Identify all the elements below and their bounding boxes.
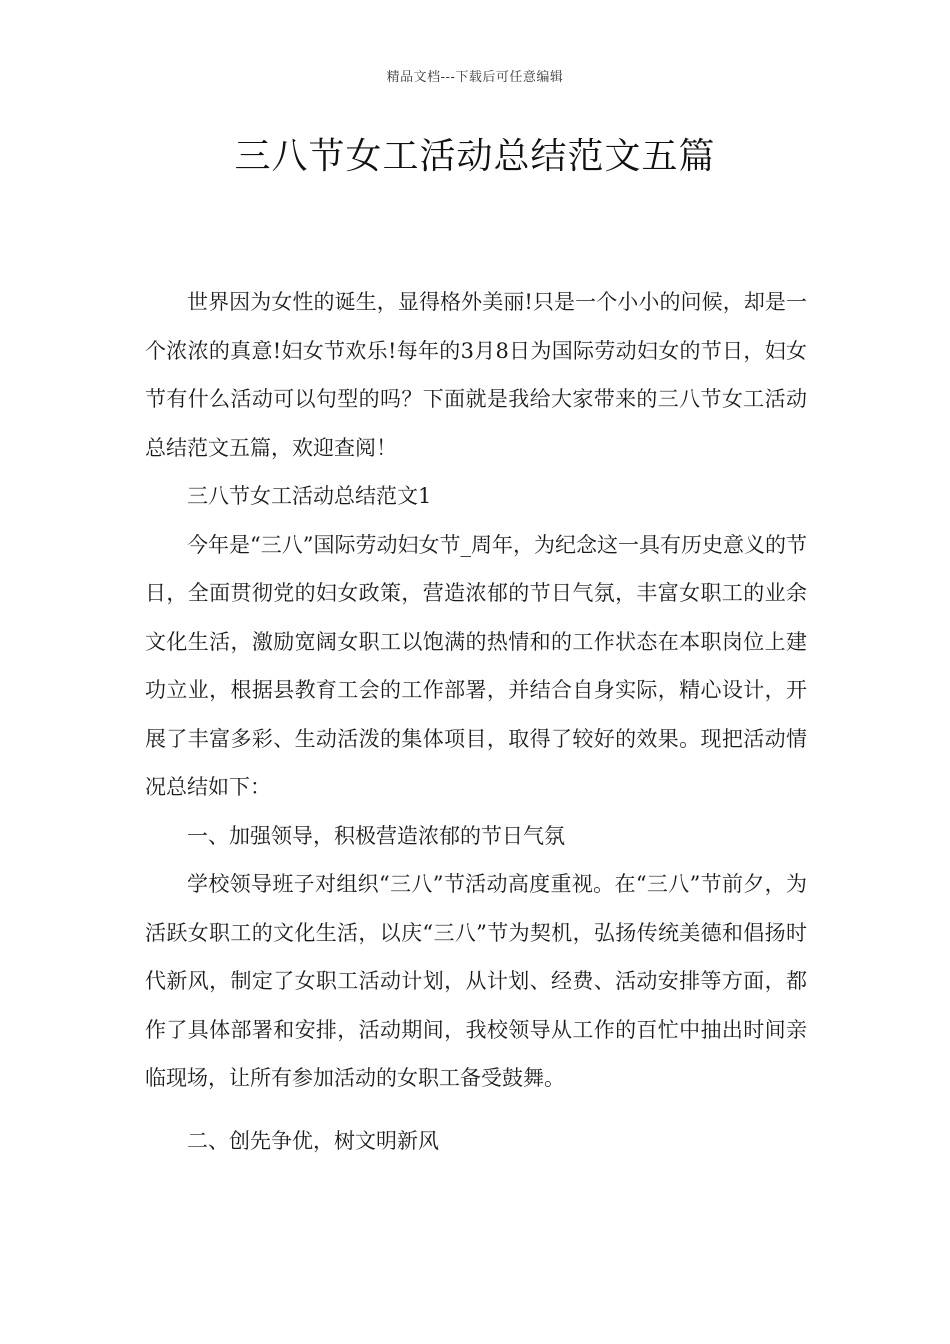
section-title: 三八节女工活动总结范文1 [187, 484, 432, 508]
heading-1: 一、加强领导，积极营造浓郁的节日气氛 [187, 823, 565, 848]
paragraph-gap [145, 1103, 807, 1117]
intro-paragraph: 世界因为女性的诞生，显得格外美丽!只是一个小小的问候，却是一个浓浓的真意!妇女节欢乐!每年的3月8日为国际劳动妇女的节日，妇女节有什么活动可以句型的吗？下面就是我给大家带来的三八节女工活动总结范文五篇，欢迎查阅！ [145, 290, 807, 460]
paragraph-1: 今年是“三八”国际劳动妇女节_周年，为纪念这一具有历史意义的节日，全面贯彻党的妇女政策，营造浓郁的节日气氛，丰富女职工的业余文化生活，激励宽阔女职工以饱满的热情和的工作状态在本职岗位上建功立业，根据县教育工会的工作部署，并结合自身实际，精心设计，开展了丰富多彩、生动活泼的集体项目，取得了较好的效果。现把活动情况总结如下： [145, 532, 807, 799]
header-note: 精品文档---下载后可任意编辑 [386, 70, 564, 85]
heading-2: 二、创先争优，树文明新风 [187, 1128, 439, 1153]
document-body [145, 278, 807, 1165]
paragraph-2: 学校领导班子对组织“三八”节活动高度重视。在“三八”节前夕，为活跃女职工的文化生活，以庆“三八”节为契机，弘扬传统美德和倡扬时代新风，制定了女职工活动计划，从计划、经费、活动安排等方面，都作了具体部署和安排，活动期间，我校领导从工作的百忙中抽出时间亲临现场，让所有参加活动的女职工备受鼓舞。 [145, 872, 807, 1090]
document-title: 三八节女工活动总结范文五篇 [234, 136, 716, 177]
